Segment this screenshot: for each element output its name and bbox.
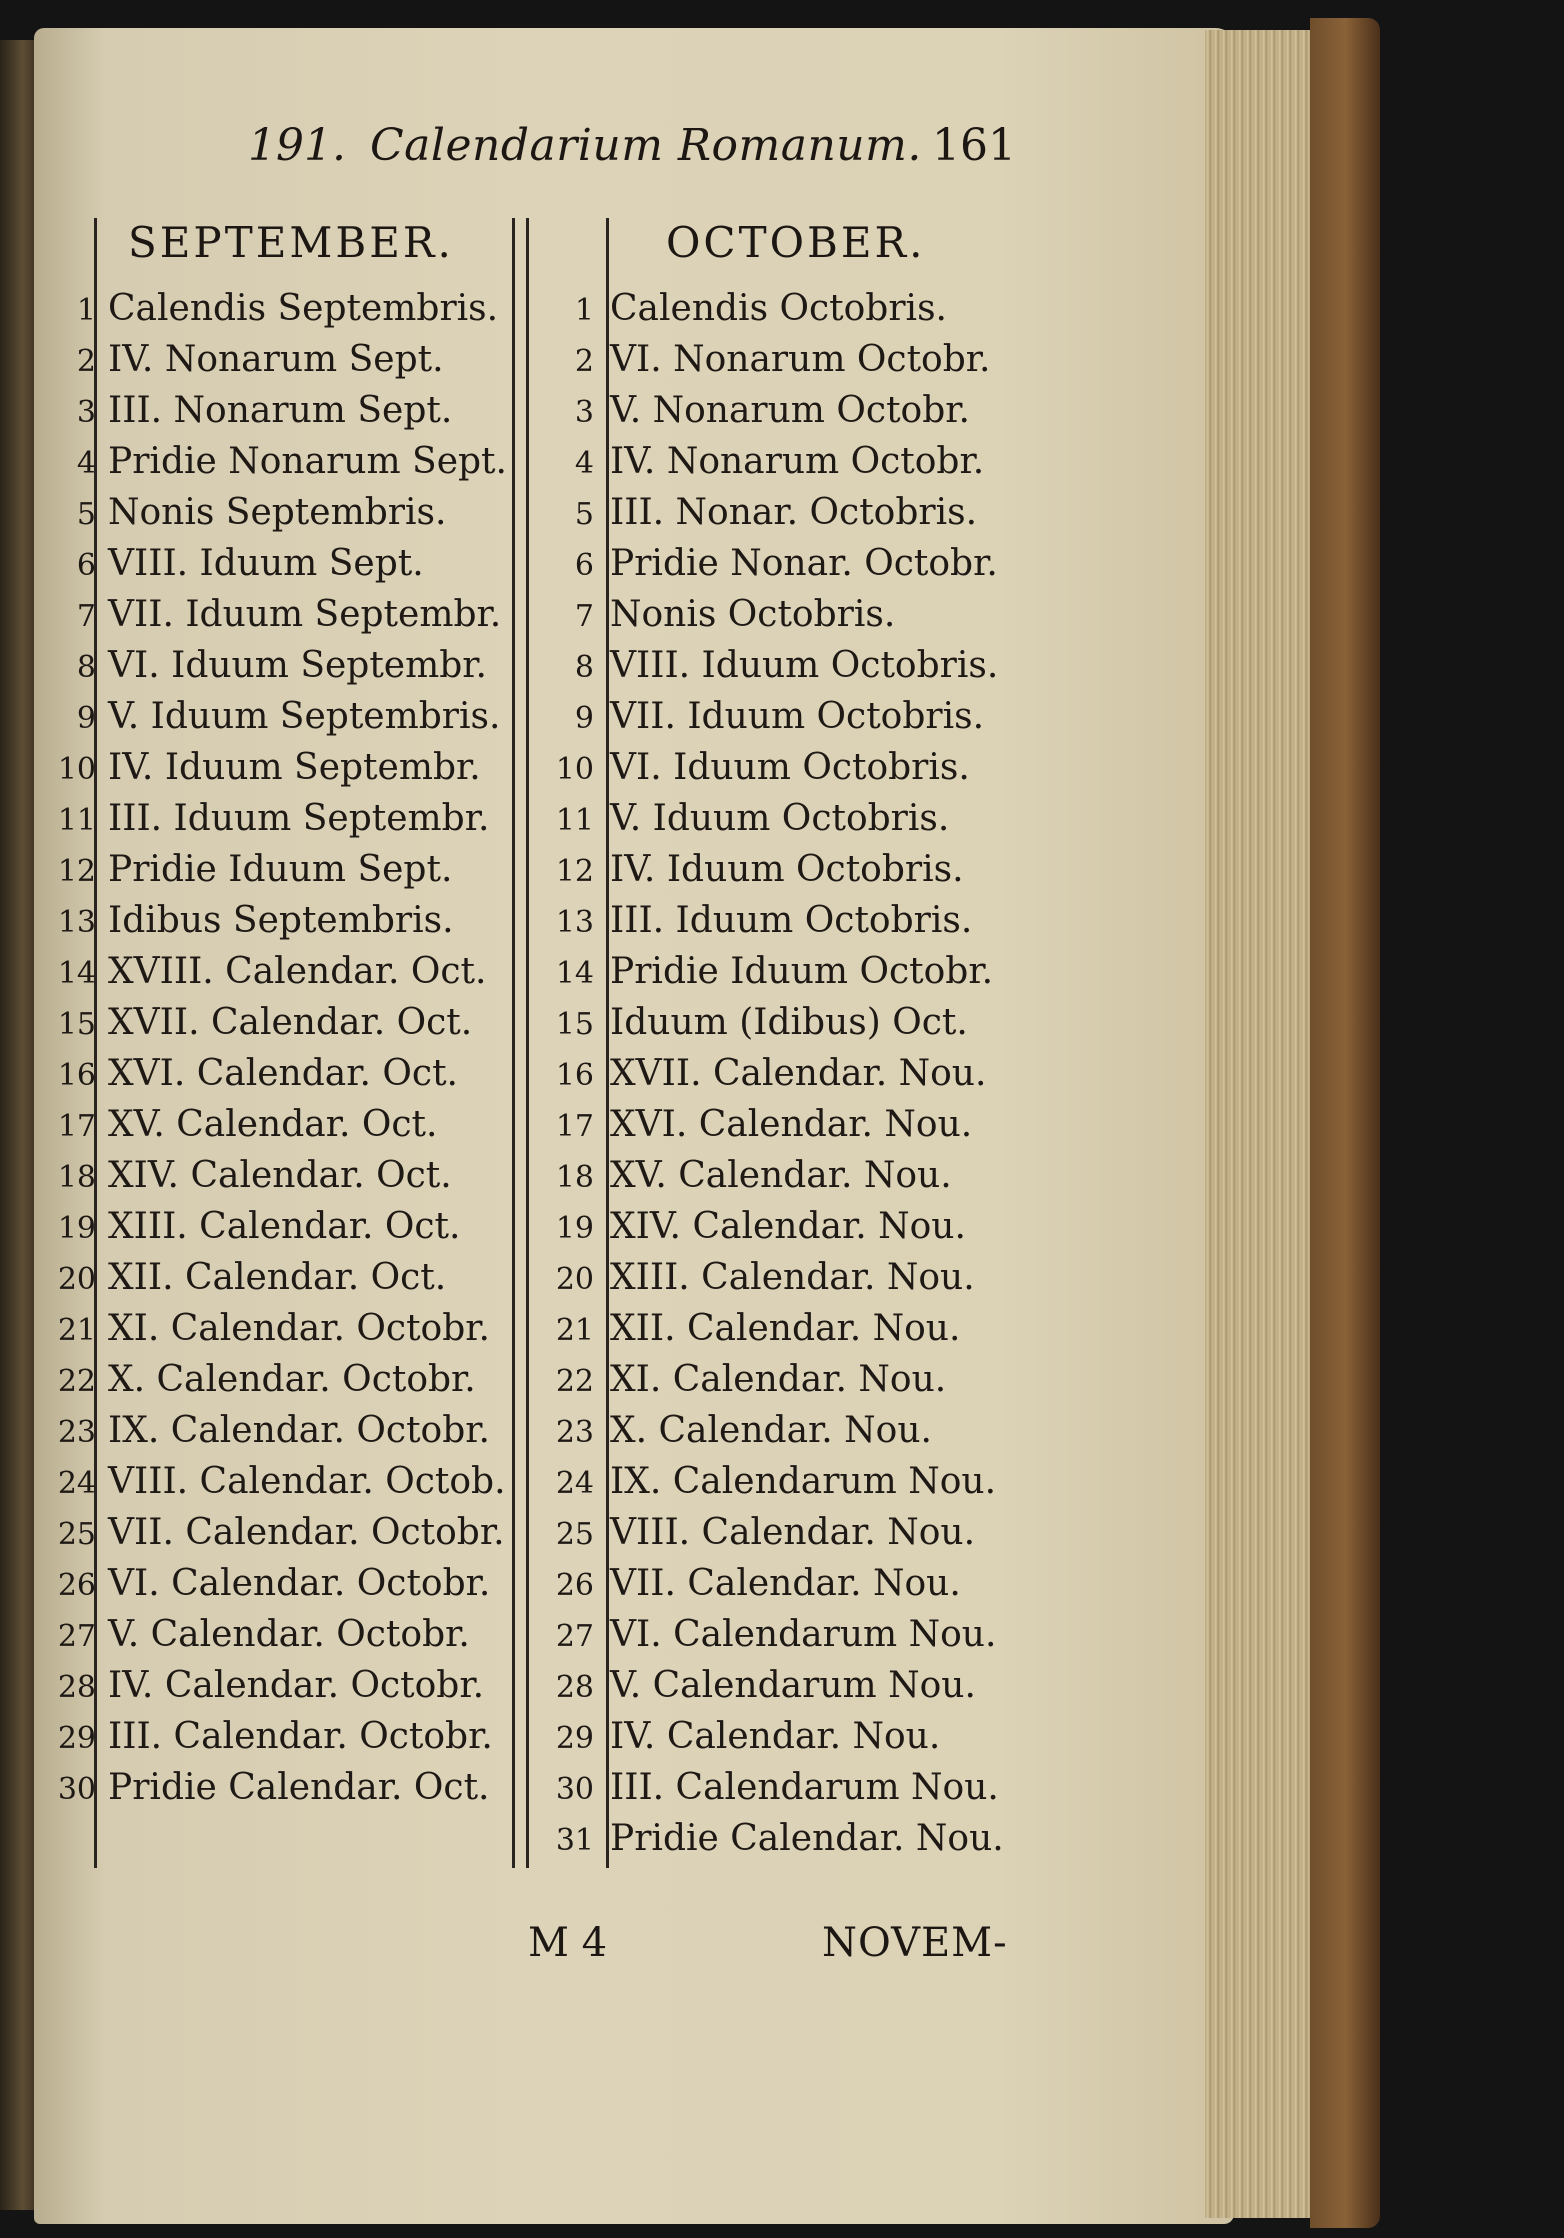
calendar-row [40,895,520,946]
day-name: XVII. Calendar. Oct. [108,1002,473,1043]
calendar-row [40,1558,520,1609]
calendar-row [40,1762,520,1813]
day-name: XVI. Calendar. Nou. [610,1104,973,1145]
day-number: 14 [57,956,96,991]
calendar-row [530,1558,1030,1609]
day-name: Pridie Calendar. Nou. [610,1818,1004,1859]
day-name: VI. Nonarum Octobr. [610,339,991,380]
calendar-row [530,1150,1030,1201]
calendar-row [530,1201,1030,1252]
calendar-row [40,1201,520,1252]
day-number: 24 [57,1466,96,1501]
day-number: 29 [555,1721,594,1756]
day-name: XIII. Calendar. Oct. [108,1206,461,1247]
day-number: 9 [574,701,594,736]
day-number: 30 [57,1772,96,1807]
day-name: III. Nonarum Sept. [108,390,453,431]
calendar-row [40,538,520,589]
running-header [0,120,1564,180]
calendar-row [40,283,520,334]
day-number: 2 [574,344,594,379]
day-name: XVI. Calendar. Oct. [108,1053,458,1094]
calendar-row [40,589,520,640]
day-name: VIII. Iduum Sept. [108,543,424,584]
day-name: VII. Calendar. Octobr. [108,1512,505,1553]
calendar-row [530,742,1030,793]
day-number: 20 [57,1262,96,1297]
day-name: VII. Calendar. Nou. [610,1563,961,1604]
day-number: 13 [555,905,594,940]
day-number: 23 [57,1415,96,1450]
day-name: Idibus Septembris. [108,900,454,941]
day-number: 21 [57,1313,96,1348]
day-number: 3 [76,395,96,430]
calendar-row [40,1711,520,1762]
day-number: 11 [57,803,96,838]
day-number: 4 [76,446,96,481]
day-number: 16 [555,1058,594,1093]
calendar-row [530,997,1030,1048]
calendar-row [40,1099,520,1150]
calendar-row [40,1456,520,1507]
day-name: VI. Iduum Septembr. [108,645,487,686]
calendar-row [530,385,1030,436]
day-name: III. Iduum Octobris. [610,900,973,941]
calendar-row [530,334,1030,385]
day-number: 22 [555,1364,594,1399]
day-name: V. Iduum Octobris. [610,798,950,839]
day-number: 18 [555,1160,594,1195]
calendar-row [530,1456,1030,1507]
calendar-row [530,1813,1030,1864]
day-name: IX. Calendarum Nou. [610,1461,997,1502]
day-name: XIII. Calendar. Nou. [610,1257,975,1298]
signature-mark: M 4 [528,1920,608,1966]
day-name: XII. Calendar. Nou. [610,1308,961,1349]
day-name: XV. Calendar. Nou. [610,1155,952,1196]
day-number: 26 [555,1568,594,1603]
calendar-row [530,1660,1030,1711]
day-name: Calendis Octobris. [610,288,947,329]
day-number: 26 [57,1568,96,1603]
calendar-row [530,1711,1030,1762]
calendar-row [40,436,520,487]
day-name: IV. Calendar. Octobr. [108,1665,485,1706]
header-number: 191. [248,120,346,171]
day-name: XVII. Calendar. Nou. [610,1053,987,1094]
day-name: Calendis Septembris. [108,288,499,329]
day-name: VII. Iduum Octobris. [610,696,985,737]
day-number: 29 [57,1721,96,1756]
day-name: XIV. Calendar. Oct. [108,1155,452,1196]
calendar-row [530,691,1030,742]
calendar-row [530,844,1030,895]
day-number: 2 [76,344,96,379]
day-name: XI. Calendar. Octobr. [108,1308,490,1349]
day-name: X. Calendar. Octobr. [108,1359,476,1400]
day-name: VII. Iduum Septembr. [108,594,502,635]
left-book-edge [0,40,38,2210]
day-name: IV. Iduum Septembr. [108,747,481,788]
day-number: 1 [76,293,96,328]
column-rule [526,218,529,1868]
day-number: 21 [555,1313,594,1348]
day-name: Pridie Nonar. Octobr. [610,543,998,584]
page-edges [1205,30,1325,2218]
calendar-row [530,487,1030,538]
day-number: 27 [57,1619,96,1654]
day-number: 19 [57,1211,96,1246]
day-number: 22 [57,1364,96,1399]
day-name: III. Calendar. Octobr. [108,1716,493,1757]
month-heading-october: OCTOBER. [666,218,926,267]
day-number: 28 [57,1670,96,1705]
day-number: 28 [555,1670,594,1705]
day-name: XI. Calendar. Nou. [610,1359,947,1400]
day-number: 17 [57,1109,96,1144]
day-number: 10 [555,752,594,787]
day-number: 15 [57,1007,96,1042]
day-name: IV. Calendar. Nou. [610,1716,941,1757]
day-name: Pridie Iduum Sept. [108,849,453,890]
calendar-row [40,946,520,997]
day-name: V. Calendar. Octobr. [108,1614,470,1655]
day-name: Pridie Iduum Octobr. [610,951,994,992]
calendar-row [40,1354,520,1405]
day-number: 9 [76,701,96,736]
day-number: 8 [574,650,594,685]
day-name: IV. Nonarum Octobr. [610,441,985,482]
calendar-row [40,793,520,844]
day-number: 31 [555,1823,594,1858]
calendar-row [530,1252,1030,1303]
calendar-row [530,1507,1030,1558]
calendar-row [40,1609,520,1660]
day-number: 17 [555,1109,594,1144]
day-number: 27 [555,1619,594,1654]
day-name: V. Nonarum Octobr. [610,390,970,431]
day-name: III. Iduum Septembr. [108,798,490,839]
calendar-row [530,895,1030,946]
calendar-row [530,1303,1030,1354]
day-name: XII. Calendar. Oct. [108,1257,447,1298]
calendar-row [40,640,520,691]
day-number: 8 [76,650,96,685]
day-name: XVIII. Calendar. Oct. [108,951,487,992]
day-name: VI. Iduum Octobris. [610,747,970,788]
day-number: 14 [555,956,594,991]
calendar-row [530,793,1030,844]
day-name: Nonis Octobris. [610,594,896,635]
calendar-row [40,1303,520,1354]
calendar-row [530,589,1030,640]
day-number: 15 [555,1007,594,1042]
calendar-row [40,1150,520,1201]
day-number: 13 [57,905,96,940]
day-name: IV. Nonarum Sept. [108,339,444,380]
day-name: VIII. Calendar. Nou. [610,1512,976,1553]
calendar-row [40,334,520,385]
calendar-row [530,1405,1030,1456]
calendar-row [530,538,1030,589]
book-cover [1310,18,1380,2228]
calendar-row [40,691,520,742]
day-name: VIII. Iduum Octobris. [610,645,999,686]
day-name: IV. Iduum Octobris. [610,849,964,890]
day-number: 23 [555,1415,594,1450]
calendar-row [530,283,1030,334]
october-column [530,283,1030,1864]
day-number: 1 [574,293,594,328]
day-number: 24 [555,1466,594,1501]
day-name: X. Calendar. Nou. [610,1410,932,1451]
calendar-row [40,487,520,538]
day-name: III. Calendarum Nou. [610,1767,999,1808]
calendar-row [40,385,520,436]
day-number: 5 [76,497,96,532]
calendar-row [40,1507,520,1558]
day-name: Iduum (Idibus) Oct. [610,1002,968,1043]
day-name: VI. Calendarum Nou. [610,1614,997,1655]
day-number: 25 [57,1517,96,1552]
calendar-row [40,1048,520,1099]
calendar-row [530,640,1030,691]
day-number: 30 [555,1772,594,1807]
day-name: V. Iduum Septembris. [108,696,501,737]
day-number: 7 [574,599,594,634]
calendar-row [40,997,520,1048]
page-number: 161 [932,120,1016,171]
header-title: Calendarium Romanum. [370,120,922,171]
day-name: XV. Calendar. Oct. [108,1104,438,1145]
day-name: V. Calendarum Nou. [610,1665,976,1706]
calendar-row [530,436,1030,487]
calendar-row [40,742,520,793]
day-number: 12 [555,854,594,889]
day-number: 25 [555,1517,594,1552]
day-number: 10 [57,752,96,787]
calendar-row [530,946,1030,997]
day-name: Pridie Calendar. Oct. [108,1767,490,1808]
day-number: 20 [555,1262,594,1297]
calendar-row [530,1048,1030,1099]
day-number: 6 [76,548,96,583]
day-name: IX. Calendar. Octobr. [108,1410,490,1451]
day-number: 16 [57,1058,96,1093]
day-number: 19 [555,1211,594,1246]
calendar-row [40,1252,520,1303]
calendar-row [40,1660,520,1711]
day-name: Nonis Septembris. [108,492,447,533]
day-name: Pridie Nonarum Sept. [108,441,507,482]
day-number: 12 [57,854,96,889]
calendar-row [40,1405,520,1456]
day-name: III. Nonar. Octobris. [610,492,978,533]
day-name: VIII. Calendar. Octob. [108,1461,506,1502]
calendar-row [40,844,520,895]
calendar-row [530,1354,1030,1405]
calendar-row [530,1762,1030,1813]
day-number: 6 [574,548,594,583]
day-number: 3 [574,395,594,430]
day-number: 4 [574,446,594,481]
day-number: 11 [555,803,594,838]
catchword: NOVEM- [822,1920,1008,1966]
month-heading-september: SEPTEMBER. [128,218,454,267]
day-name: VI. Calendar. Octobr. [108,1563,491,1604]
day-number: 7 [76,599,96,634]
day-name: XIV. Calendar. Nou. [610,1206,966,1247]
september-column [40,283,520,1813]
day-number: 5 [574,497,594,532]
calendar-row [530,1609,1030,1660]
calendar-row [530,1099,1030,1150]
day-number: 18 [57,1160,96,1195]
